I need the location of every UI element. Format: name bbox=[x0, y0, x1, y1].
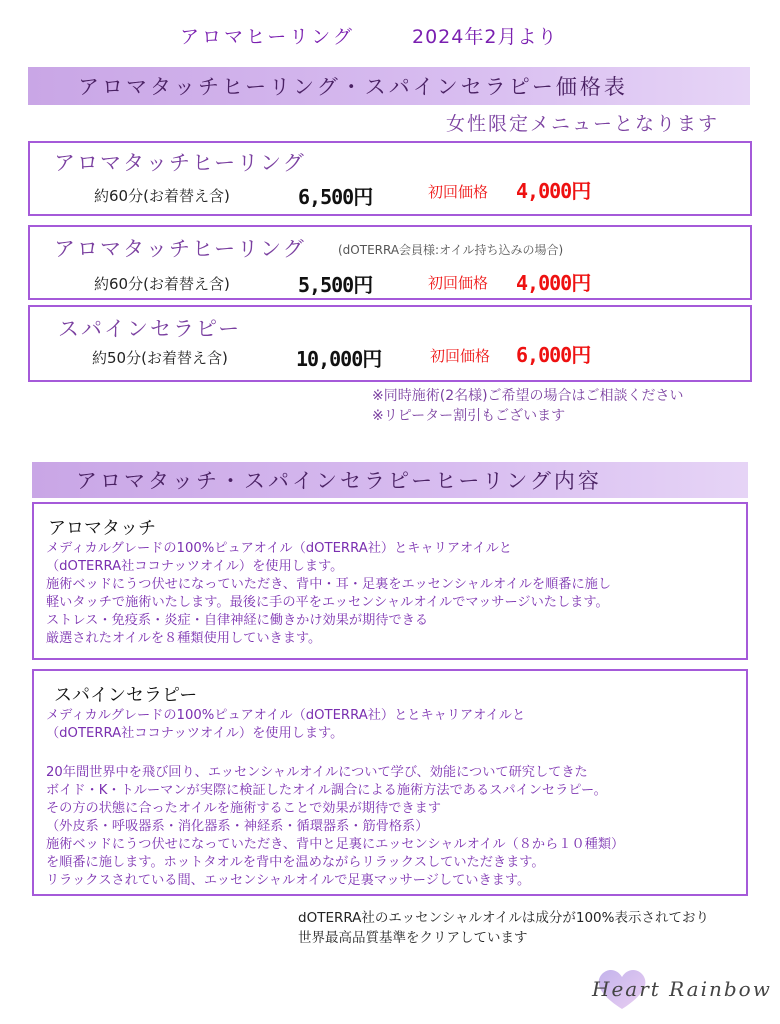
description-line: 20年間世界中を飛び回り、エッセンシャルオイルについて学び、効能について研究してきた bbox=[46, 765, 588, 780]
footer-line: 世界最高品質基準をクリアしています bbox=[298, 930, 528, 946]
description-line: （dOTERRA社ココナッツオイル）を使用します。 bbox=[46, 726, 344, 741]
start-date: 2024年2月より bbox=[412, 26, 558, 48]
service-price: 6,500円 bbox=[298, 185, 373, 209]
intro-price-label: 初回価格 bbox=[428, 183, 489, 201]
description-line: ボイド・K・トルーマンが実際に検証したオイル調合による施術方法であるスパインセラピー。 bbox=[46, 783, 607, 798]
intro-price-label: 初回価格 bbox=[428, 274, 489, 292]
heart-rainbow-logo bbox=[592, 965, 772, 1013]
service-price: 5,500円 bbox=[298, 273, 373, 297]
page-header bbox=[0, 22, 780, 52]
price-item-aromatouch bbox=[28, 141, 752, 216]
service-price: 10,000円 bbox=[296, 347, 382, 371]
spine-therapy-intro bbox=[46, 707, 525, 743]
intro-price: 6,000円 bbox=[516, 343, 591, 367]
service-name: アロマタッチヒーリング bbox=[54, 237, 306, 261]
aromatouch-title: アロマタッチ bbox=[48, 518, 156, 539]
description-line: リラックスされている間、エッセンシャルオイルで足裏マッサージしていきます。 bbox=[46, 873, 531, 888]
spine-therapy-description bbox=[46, 764, 624, 890]
description-line: 軽いタッチで施術いたします。最後に手の平をエッセンシャルオイルでマッサージいたします。 bbox=[46, 595, 609, 610]
spine-therapy-content-box bbox=[32, 669, 748, 896]
description-line: その方の状態に合ったオイルを施術することで効果が期待できます bbox=[46, 801, 441, 816]
description-line: （dOTERRA社ココナッツオイル）を使用します。 bbox=[46, 559, 344, 574]
description-line: 施術ベッドにうつ伏せになっていただき、背中・耳・足裏をエッセンシャルオイルを順番に施し bbox=[46, 577, 612, 592]
footer-line: dOTERRA社のエッセンシャルオイルは成分が100%表示されており bbox=[298, 910, 709, 926]
description-line: を順番に施します。ホットタオルを背中を温めながらリラックスしていただきます。 bbox=[46, 855, 545, 870]
price-item-spine-therapy bbox=[28, 305, 752, 382]
description-line: 施術ベッドにうつ伏せになっていただき、背中と足裏にエッセンシャルオイル（８から１０種類） bbox=[46, 837, 625, 852]
description-line: （外皮系・呼吸器系・消化器系・神経系・循環器系・筋骨格系） bbox=[46, 819, 429, 834]
page-title: アロマヒーリング bbox=[180, 26, 355, 48]
description-line: 厳選されたオイルを８種類使用していきます。 bbox=[46, 631, 322, 646]
aromatouch-content-box bbox=[32, 502, 748, 660]
service-duration: 約60分(お着替え含) bbox=[94, 187, 230, 205]
description-line: メディカルグレードの100%ピュアオイル（dOTERRA社）とキャリアオイルと bbox=[46, 541, 512, 556]
price-item-aromatouch-member bbox=[28, 225, 752, 300]
aromatouch-description bbox=[46, 540, 611, 648]
logo-text: Heart Rainbow bbox=[592, 977, 772, 1001]
description-line: メディカルグレードの100%ピュアオイル（dOTERRA社）ととキャリアオイルと bbox=[46, 708, 526, 723]
repeater-note: ※リピーター割引もございます bbox=[372, 408, 566, 424]
same-time-note: ※同時施術(2名様)ご希望の場合はご相談ください bbox=[372, 388, 684, 404]
intro-price: 4,000円 bbox=[516, 271, 591, 295]
intro-price-label: 初回価格 bbox=[430, 347, 491, 365]
intro-price: 4,000円 bbox=[516, 179, 591, 203]
women-only-note: 女性限定メニューとなります bbox=[446, 113, 720, 135]
service-duration: 約50分(お着替え含) bbox=[92, 349, 228, 367]
member-note: (dOTERRA会員様:オイル持ち込みの場合) bbox=[338, 243, 564, 257]
service-name: アロマタッチヒーリング bbox=[54, 151, 306, 175]
price-section-heading: アロマタッチヒーリング・スパインセラピー価格表 bbox=[28, 67, 750, 105]
service-duration: 約60分(お着替え含) bbox=[94, 275, 230, 293]
service-name: スパインセラピー bbox=[58, 317, 242, 341]
description-line: ストレス・免疫系・炎症・自律神経に働きかけ効果が期待できる bbox=[46, 613, 429, 628]
spine-therapy-title: スパインセラピー bbox=[54, 685, 198, 706]
content-section-heading: アロマタッチ・スパインセラピーヒーリング内容 bbox=[32, 462, 748, 498]
